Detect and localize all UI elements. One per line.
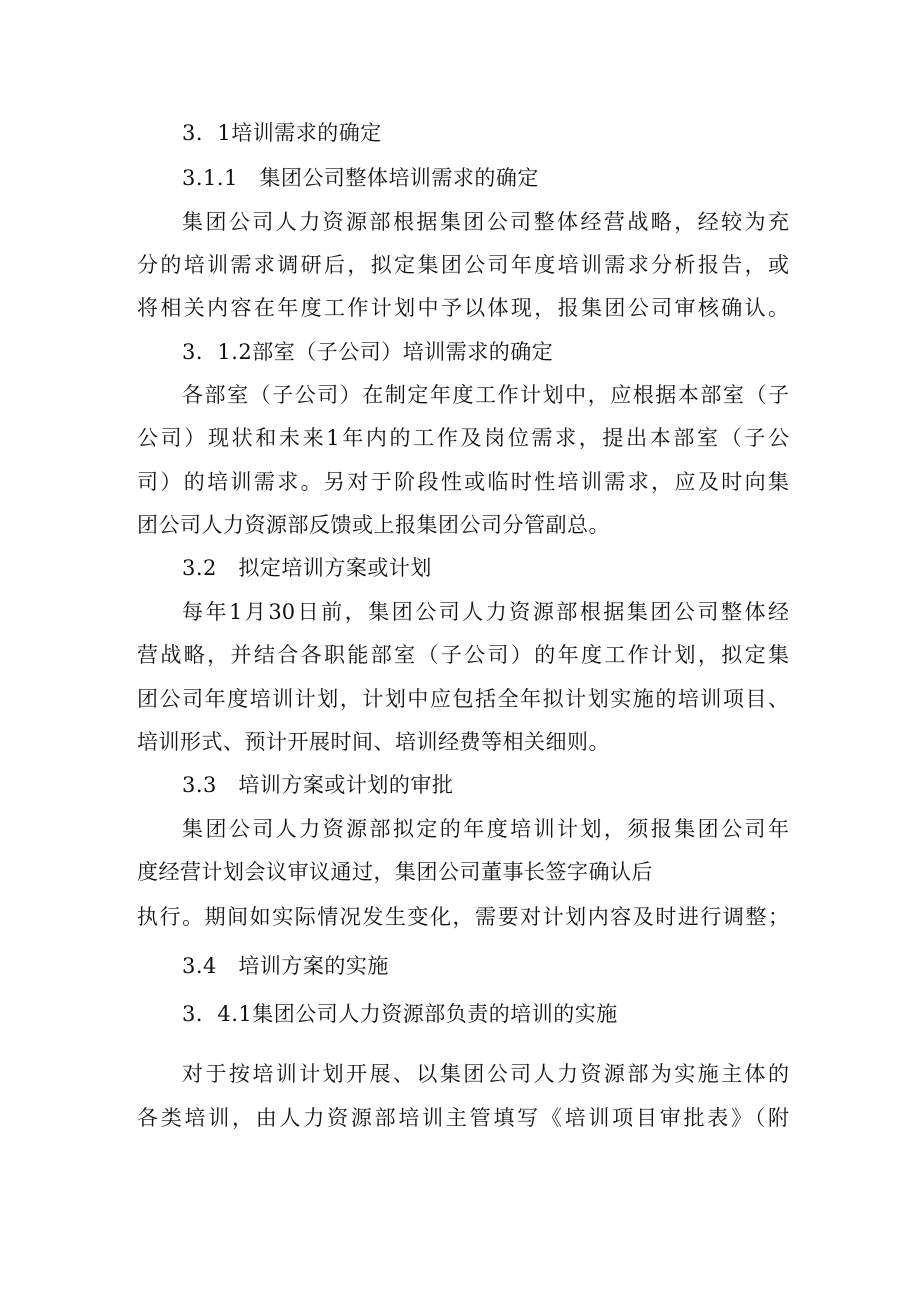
paragraph-line: 执行。期间如实际情况发生变化，需要对计划内容及时进行调整；: [137, 905, 789, 929]
paragraph-line: 各部室（子公司）在制定年度工作计划中，应根据本部室（子: [182, 383, 789, 407]
paragraph-line: 各类培训，由人力资源部培训主管填写《培训项目审批表》（附: [137, 1106, 789, 1130]
heading-3-1-2: 3．1.2部室（子公司）培训需求的确定: [182, 340, 554, 364]
paragraph-line: 公司）现状和未来1年内的工作及岗位需求，提出本部室（子公: [137, 426, 789, 450]
paragraph-line: 度经营计划会议审议通过，集团公司董事长签字确认后: [137, 860, 653, 884]
paragraph-line: 团公司年度培训计划，计划中应包括全年拟计划实施的培训项目、: [137, 687, 789, 711]
paragraph-line: 每年1月30日前，集团公司人力资源部根据集团公司整体经: [182, 600, 789, 624]
paragraph-line: 营战略，并结合各职能部室（子公司）的年度工作计划，拟定集: [137, 643, 789, 667]
paragraph-line: 集团公司人力资源部根据集团公司整体经营战略，经较为充: [182, 210, 789, 234]
heading-3-2: 3.2 拟定培训方案或计划: [182, 556, 432, 580]
paragraph-line: 司）的培训需求。另对于阶段性或临时性培训需求，应及时向集: [137, 470, 789, 494]
paragraph-line: 培训形式、预计开展时间、培训经费等相关细则。: [137, 730, 610, 754]
paragraph-line: 将相关内容在年度工作计划中予以体现，报集团公司审核确认。: [137, 296, 789, 320]
heading-3-4-1: 3．4.1集团公司人力资源部负责的培训的实施: [182, 1002, 618, 1026]
paragraph-line: 分的培训需求调研后，拟定集团公司年度培训需求分析报告，或: [137, 253, 789, 277]
heading-3-1-1: 3.1.1 集团公司整体培训需求的确定: [182, 166, 539, 190]
heading-3-3: 3.3 培训方案或计划的审批: [182, 773, 454, 797]
heading-3-1: 3．1培训需求的确定: [182, 121, 382, 145]
heading-3-4: 3.4 培训方案的实施: [182, 954, 389, 978]
paragraph-line: 集团公司人力资源部拟定的年度培训计划，须报集团公司年: [182, 817, 789, 841]
paragraph-line: 团公司人力资源部反馈或上报集团公司分管副总。: [137, 513, 610, 537]
paragraph-line: 对于按培训计划开展、以集团公司人力资源部为实施主体的: [182, 1062, 789, 1086]
